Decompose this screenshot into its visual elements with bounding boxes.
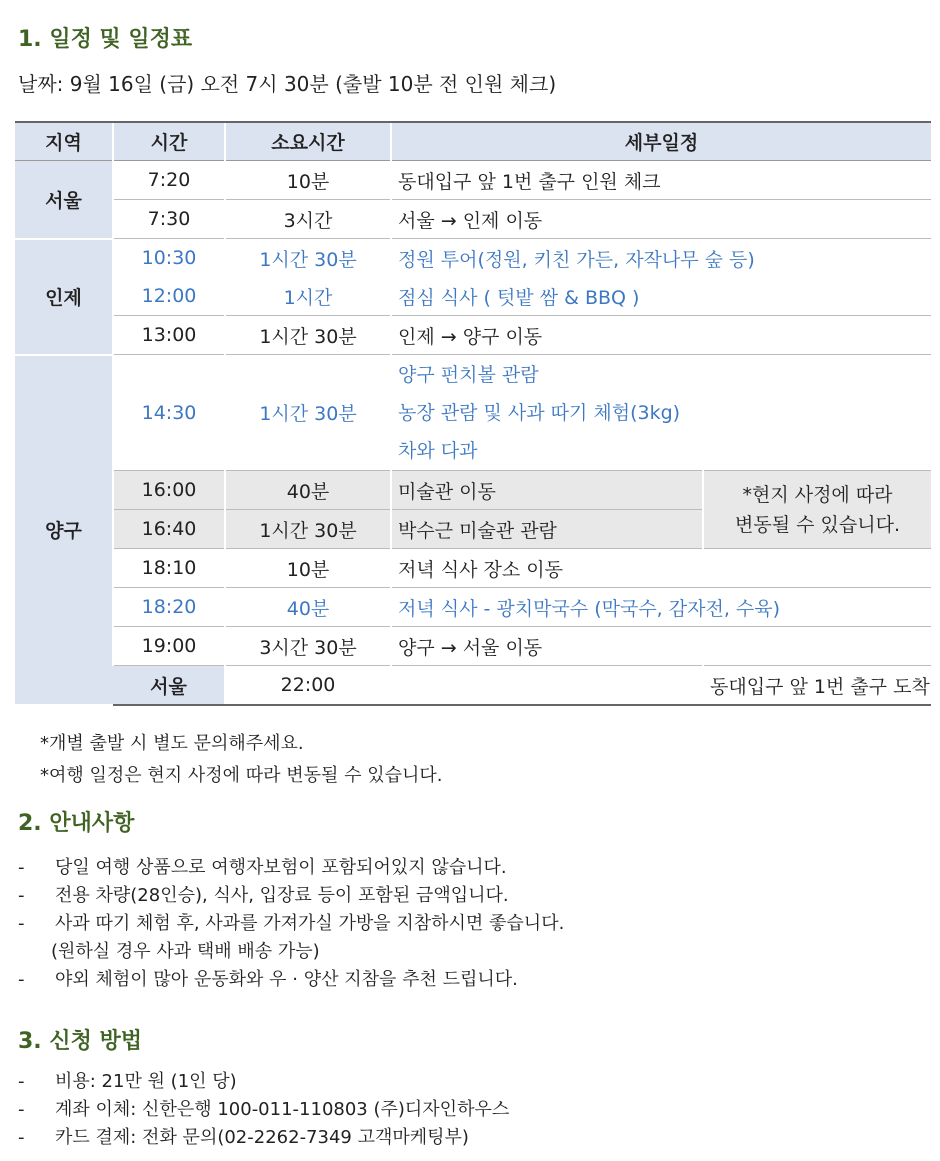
table-row — [15, 549, 931, 588]
duration-cell: 1시간 — [225, 277, 391, 316]
list-item-text: 카드 결제: 전화 문의(02-2262-7349 고객마케팅부) — [55, 1127, 469, 1148]
table-row — [15, 355, 931, 471]
time-cell: 16:40 — [113, 510, 225, 549]
region-cell: 서울 — [113, 666, 225, 706]
table-row — [15, 316, 931, 355]
bullet-dash: - — [18, 969, 25, 990]
date-line: 날짜: 9월 16일 (금) 오전 7시 30분 (출발 10분 전 인원 체크) — [18, 72, 557, 96]
schedule-table — [15, 121, 931, 706]
table-row — [15, 200, 931, 239]
note-line: *여행 일정은 현지 사정에 따라 변동될 수 있습니다. — [40, 765, 443, 786]
detail-cell: 박수근 미술관 관람 — [391, 510, 703, 549]
detail-cell: 동대입구 앞 1번 출구 도착 — [703, 666, 931, 706]
time-cell: 18:20 — [113, 588, 225, 627]
time-cell: 14:30 — [113, 355, 225, 471]
duration-cell: 40분 — [225, 588, 391, 627]
detail-cell: 인제 → 양구 이동 — [391, 316, 931, 355]
side-note-line: *현지 사정에 따라 — [742, 483, 893, 506]
time-cell: 12:00 — [113, 277, 225, 316]
table-header-row — [15, 122, 931, 161]
detail-cell: 동대입구 앞 1번 출구 인원 체크 — [391, 161, 931, 200]
header-duration: 소요시간 — [225, 122, 391, 161]
bullet-dash: - — [18, 857, 25, 878]
duration-cell — [391, 666, 703, 706]
duration-cell: 10분 — [225, 161, 391, 200]
detail-cell: 서울 → 인제 이동 — [391, 200, 931, 239]
list-item — [18, 1068, 509, 1096]
table-row — [15, 666, 931, 706]
list-item-text: (원하실 경우 사과 택배 배송 가능) — [51, 941, 320, 962]
list-item-continuation — [18, 938, 564, 966]
region-cell: 서울 — [15, 161, 113, 239]
duration-cell: 1시간 30분 — [225, 239, 391, 278]
duration-cell: 1시간 30분 — [225, 316, 391, 355]
bullet-dash: - — [18, 1071, 25, 1092]
list-item-text: 계좌 이체: 신한은행 100-011-110803 (주)디자인하우스 — [55, 1099, 510, 1120]
region-cell: 양구 — [15, 355, 113, 706]
table-row — [15, 239, 931, 278]
table-row — [15, 471, 931, 510]
list-item-text: 야외 체험이 많아 운동화와 우 · 양산 지참을 추천 드립니다. — [55, 969, 518, 990]
bullet-dash: - — [18, 913, 25, 934]
schedule-notes — [40, 728, 443, 792]
time-cell: 7:30 — [113, 200, 225, 239]
section3-title: 3. 신청 방법 — [18, 1029, 142, 1054]
time-cell: 10:30 — [113, 239, 225, 278]
bullet-dash: - — [18, 1127, 25, 1148]
duration-cell: 1시간 30분 — [225, 510, 391, 549]
list-item-text: 비용: 21만 원 (1인 당) — [55, 1071, 237, 1092]
detail-cell: 미술관 이동 — [391, 471, 703, 510]
duration-cell: 40분 — [225, 471, 391, 510]
time-cell: 22:00 — [225, 666, 391, 706]
table-row — [15, 277, 931, 316]
section1-title: 1. 일정 및 일정표 — [18, 27, 193, 52]
region-cell: 인제 — [15, 239, 113, 355]
list-item-text: 사과 따기 체험 후, 사과를 가져가실 가방을 지참하시면 좋습니다. — [55, 913, 565, 934]
bullet-dash: - — [18, 1099, 25, 1120]
detail-cell — [391, 355, 931, 471]
time-cell: 18:10 — [113, 549, 225, 588]
bullet-dash: - — [18, 885, 25, 906]
header-region: 지역 — [15, 122, 113, 161]
application-list — [18, 1068, 509, 1152]
list-item — [18, 854, 564, 882]
table-row — [15, 588, 931, 627]
section2-title: 2. 안내사항 — [18, 811, 135, 836]
time-cell: 16:00 — [113, 471, 225, 510]
time-cell: 13:00 — [113, 316, 225, 355]
list-item — [18, 1096, 509, 1124]
detail-cell: 양구 → 서울 이동 — [391, 627, 931, 666]
list-item-text: 당일 여행 상품으로 여행자보험이 포함되어있지 않습니다. — [55, 857, 507, 878]
detail-line: 차와 다과 — [398, 439, 478, 462]
list-item — [18, 966, 564, 994]
header-time: 시간 — [113, 122, 225, 161]
time-cell: 19:00 — [113, 627, 225, 666]
info-list — [18, 854, 564, 994]
duration-cell: 10분 — [225, 549, 391, 588]
table-row — [15, 627, 931, 666]
note-line: *개별 출발 시 별도 문의해주세요. — [40, 733, 304, 754]
list-item — [18, 910, 564, 938]
table-row — [15, 161, 931, 200]
duration-cell: 1시간 30분 — [225, 355, 391, 471]
list-item-text: 전용 차량(28인승), 식사, 입장료 등이 포함된 금액입니다. — [55, 885, 509, 906]
list-item — [18, 882, 564, 910]
side-note — [703, 471, 931, 549]
detail-cell: 점심 식사 ( 텃밭 쌈 & BBQ ) — [391, 277, 931, 316]
header-detail: 세부일정 — [391, 122, 931, 161]
list-item — [18, 1124, 509, 1152]
detail-line: 농장 관람 및 사과 따기 체험(3kg) — [398, 401, 681, 424]
duration-cell: 3시간 — [225, 200, 391, 239]
detail-cell: 저녁 식사 장소 이동 — [391, 549, 931, 588]
time-cell: 7:20 — [113, 161, 225, 200]
side-note-line: 변동될 수 있습니다. — [735, 513, 900, 536]
detail-cell: 저녁 식사 - 광치막국수 (막국수, 감자전, 수육) — [391, 588, 931, 627]
detail-cell: 정원 투어(정원, 키친 가든, 자작나무 숲 등) — [391, 239, 931, 278]
detail-line: 양구 펀치볼 관람 — [398, 363, 539, 386]
duration-cell: 3시간 30분 — [225, 627, 391, 666]
